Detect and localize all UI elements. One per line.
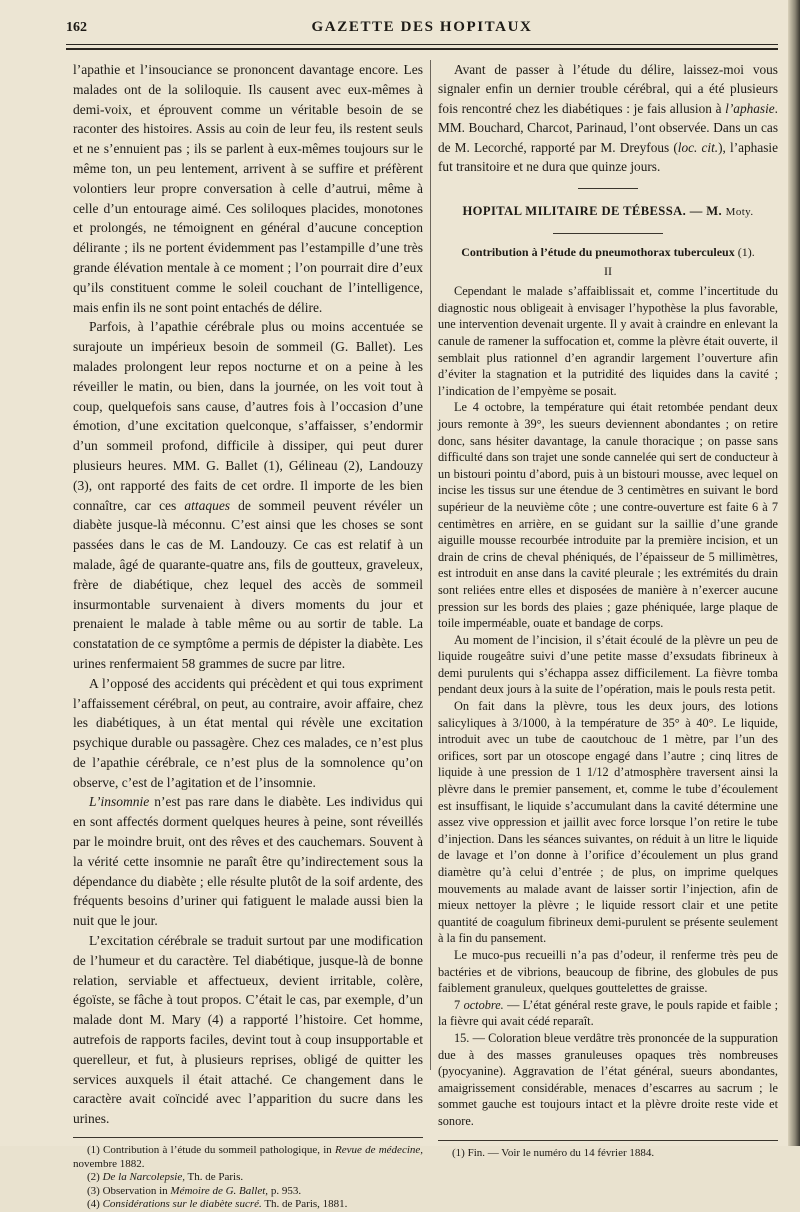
paragraph: Avant de passer à l’étude du délire, laissez-moi vous signaler enfin un dernier trouble cérébral, qui a été plusieurs fois rencontré chez les diabétiques : je fais allusion à l’aphasie. MM. Bouchard, Charcot, Parinaud, l’ont observée. Dans un cas de M. Lecorché, rapporté par M. Dreyfous (loc. cit.), l’aphasie fut transitoire et ne dura que quinze jours.	[438, 62, 778, 175]
title-separator	[553, 233, 663, 234]
paragraph: l’apathie et l’insouciance se prononcent davantage encore. Les malades ont de la soliloquie. Ils causent avec eux-mêmes à demi-voix, et éprouvent comme un véritable besoin de se raconter des histoires. Assis au coin de leur feu, ils restent seuls et ne s’ennuient pas ; ils se parlent à eux-mêmes toujours sur le même ton, un peu lentement, arrivent à se suffire et préfèrent volontiers leur propre conversation à celle d’autrui, même à celle d’un entourage aimé. Ces soliloques placides, monotones et prolongés, ne témoignent en général d’aucune conception délirante ; ils ne portent évidemment pas l’estampille d’une très grande élévation mentale à ce moment ; l’on pourrait dire d’eux qu’ils constituent comme le soleil couchant de l’intelligence, mais enfin ils ne sont point entachés de délire.	[73, 62, 423, 315]
paragraph: A l’opposé des accidents qui précèdent et qui tous expriment l’affaissement cérébral, on peut, au contraire, avoir affaire, chez les diabétiques, à un état mental qui révèle une excitation psychique durable ou passagère. Chez ces malades, ce n’est plus de l’apathie cérébrale, ce n’est plus de la somnolence qu’on observe, c’est de l’agitation et de l’insomnie.	[73, 675, 423, 790]
section-separator	[578, 188, 638, 189]
paragraph: Le 4 octobre, la température qui était retombée pendant deux jours remonte à 39°, les sueurs deviennent abondantes ; on retire donc, sans hésiter davantage, la canule thoracique ; on passe sans difficulté dans son trajet une sonde cannelée qui sert de conducteur à un bistouri pointu d’abord, puis à un bistouri mousse, avec lequel on incise les tissus sur une étendue de 3 centimètres en suivant le bord supérieur de la neuvième côte ; une contre-ouverture est faite 6 à 7 centimètres en arrière, en se guidant sur la saillie d’une grande aiguille mousse recourbée introduite par la première incision, et un drain de crins de cheval phéniqués, de l’épaisseur de 5 millimètres, est introduit en anse dans la cavité pleurale ; les extrémités du drain sont reliées entre elles et disposées de manière à n’exercer aucune pression sur les bords des plaies ; gaze phéniquée, large plaque de toile imperméable, ouate et bandage de corps.	[438, 400, 778, 631]
paragraph: Parfois, à l’apathie cérébrale plus ou moins accentuée se surajoute un impérieux besoin de sommeil (G. Ballet). Les malades prolongent leur repos nocturne et on a peine à les réveiller le matin, ou bien, dans la journée, on les voit tout à coup, quelquefois sans cause, d’autres fois à l’occasion d’une émotion, d’une excitation quelconque, s’affaisser, s’endormir d’un sommeil profond, difficile à dissiper, qui peut durer plusieurs heures. MM. G. Ballet (1), Gélineau (2), Landouzy (3), ont rapporté des faits de cet ordre. Il importe de les bien connaître, car ces attaques de sommeil peuvent révéler un diabète jusque-là méconnu. C’est ainsi que les choses se sont passées dans le cas de M. Landouzy. Ce cas est relatif à un malade, âgé de quarante-quatre ans, fils de goutteux, graveleux, frère de diabétique, chez lequel des accès de sommeil insurmontable survenaient à divers moments du jour et prenaient le malade à table même ou au sortir de table. La constatation de ce symptôme a permis de dépister la diabète. Les urines renfermaient 58 grammes de sucre par litre.	[73, 319, 423, 671]
header-rule-double	[66, 48, 778, 50]
footnote-3: (3) Observation in Mémoire de G. Ballet, p. 953.	[87, 1184, 302, 1197]
footnote-rule	[438, 1140, 778, 1141]
footnote-rule	[73, 1137, 423, 1138]
paragraph: Le muco-pus recueilli n’a pas d’odeur, il renferme très peu de bactéries et de vibrions, beaucoup de fibrine, des globules de pus faiblement granuleux, quelques gouttelettes de graisse.	[438, 947, 778, 996]
footnote-4: (4) Considérations sur le diabète sucré. Th. de Paris, 1881.	[87, 1198, 348, 1211]
page-header	[66, 18, 778, 42]
paragraph: 7 octobre. — L’état général reste grave, le pouls rapide et faible ; la fièvre qui avait cédé reparaît.	[438, 997, 778, 1029]
paragraph: 15. — Coloration bleue verdâtre très prononcée de la suppuration due à des masses granuleuses opaques très nombreuses (pyocyanine). Aggravation de l’état général, sueurs abondantes, amaigrissement considérable, menaces d’escarres au sacrum ; le sommet gauche est toujours intact et la plèvre droite reste vide et sonore.	[438, 1030, 778, 1128]
paragraph: Cependant le malade s’affaiblissait et, comme l’incertitude du diagnostic nous obligeait à envisager l’hypothèse la plus favorable, une intervention devenait urgente. Il y avait à craindre en enlevant la canule de ramener la suffocation et, comme la plèvre était ouverte, il semblait plus rationnel d’en agrandir largement l’ouverture afin d’éviter la stagnation et la putridité des liquides dans la cavité ; l’indication de l’empyème se posait.	[438, 284, 778, 398]
footnote-2: (2) De la Narcolepsie, Th. de Paris.	[87, 1171, 244, 1184]
paragraph: On fait dans la plèvre, tous les deux jours, des lotions salicyliques à 3/1000, à la température de 35° à 40°. Le liquide, introduit avec un tube de caoutchouc de 1 mètre, par l’un des orifices, sort par un otoscope engagé dans l’autre ; cinq litres de liquide à une pression de 1 1/12 d’atmosphère traversent ainsi la plèvre dans le premier pansement, et, comme le tube d’écoulement est insuffisant, le liquide s’accumulant dans la cavité détermine une assez vive oppression et jaillit avec force lorsque l’on retire le tube d’injection. Dans les séances suivantes, on réduit à un litre le liquide de lavage et l’on donne à l’orifice d’écoulement un plus grand diamètre qu’à celui d’entrée ; de plus, on imprime quelques mouvements au malade avant de laisser sortir l’injection, afin de mieux nettoyer la plèvre ; le liquide ressort clair et une petite quantité de coagulum fibrineux demi-purulent se présente seulement à la fin du pansement.	[438, 699, 778, 946]
footnote-1: (1) Fin. — Voir le numéro du 14 février 1884.	[452, 1146, 655, 1159]
article-title: Contribution à l’étude du pneumothorax tuberculeux (1).	[461, 245, 755, 260]
paragraph: L’insomnie n’est pas rare dans le diabète. Les individus qui en sont affectés dorment quelques heures à peine, sont réveillés par le moindre bruit, ont des rêves et des cauchemars. Souvent à la vérité cette insomnie ne paraît être qu’indirectement sous la dépendance du diabète ; elle résulte plutôt de la soif ardente, des fréquents besoins d’uriner qui fatiguent le malade aussi bien la nuit que le jour.	[73, 794, 423, 929]
right-column	[438, 60, 778, 1160]
running-title: GAZETTE DES HOPITAUX	[311, 19, 533, 35]
column-divider	[430, 60, 431, 1070]
header-rule	[66, 44, 778, 45]
page-edge-shadow	[788, 0, 800, 1146]
paragraph: Au moment de l’incision, il s’était écoulé de la plèvre un peu de liquide rougeâtre suivi d’une petite masse d’exsudats fibrineux à demi purulents qui s’échappa assez difficilement. La fièvre tomba pendant deux jours à la suite de l’opération, mais le pouls resta petit.	[438, 632, 778, 697]
section-title: HOPITAL MILITAIRE DE TÉBESSA. — M. Moty.	[462, 204, 754, 219]
page-number: 162	[66, 20, 87, 35]
paragraph: L’excitation cérébrale se traduit surtout par une modification de l’humeur et du caractère. Tel diabétique, jusque-là de bonne relation, serviable et affectueux, devient irritable, colère, égoïste, se fâche à tout propos. C’était le cas, par exemple, d’un malade dont M. Mary (4) a rapporté l’histoire. Cet homme, autrefois de rapports faciles, devint tout à coup insupportable et querelleur, et fut, à plusieurs reprises, obligé de quitter les services auxquels il était attaché. Ce changement dans le caractère avait coïncidé avec l’apparition du sucre dans les urines.	[73, 933, 423, 1127]
footnote-1: (1) Contribution à l’étude du sommeil pathologique, in Revue de médecine, novembre 1882.	[73, 1144, 424, 1170]
left-column	[73, 60, 423, 1212]
part-number: II	[604, 263, 612, 278]
